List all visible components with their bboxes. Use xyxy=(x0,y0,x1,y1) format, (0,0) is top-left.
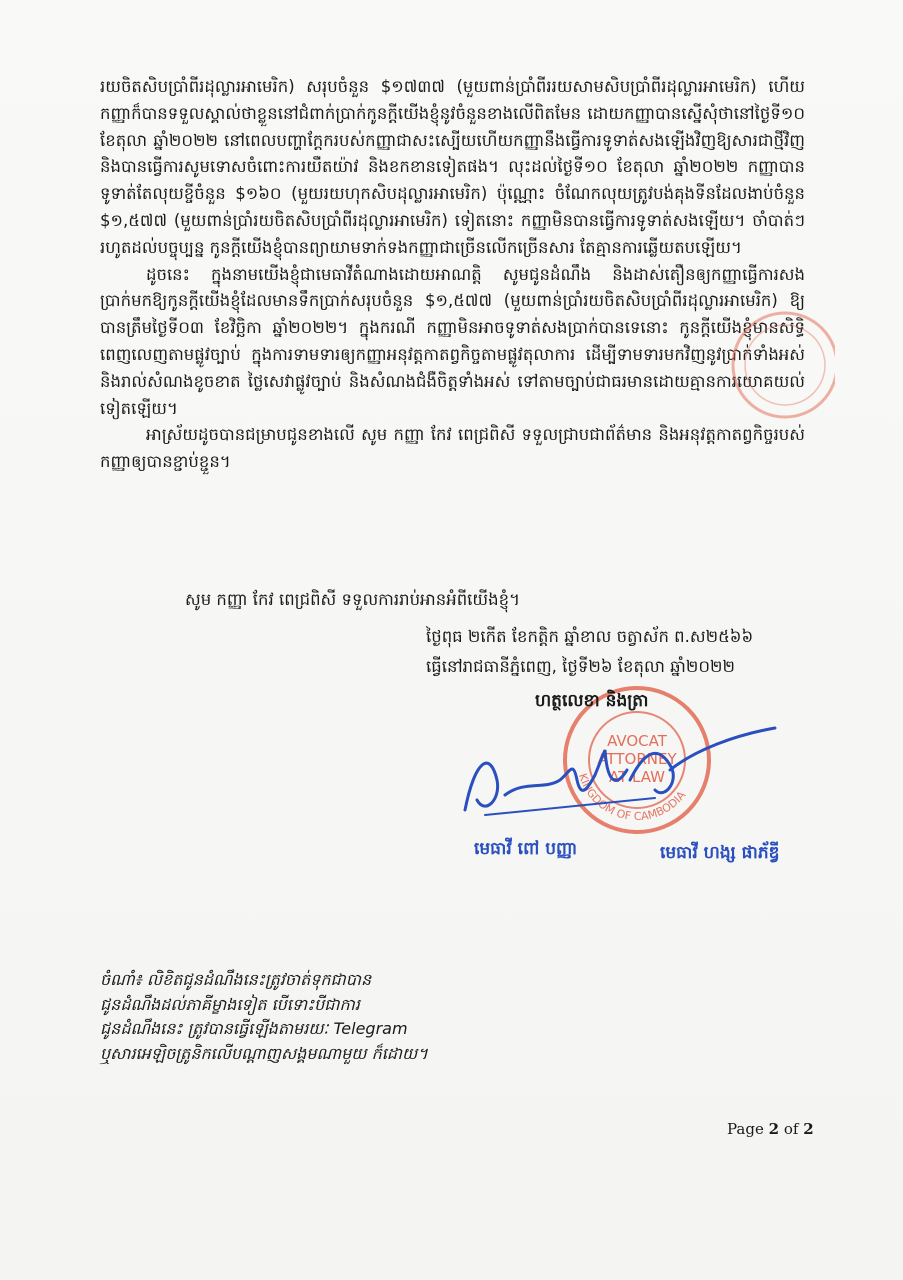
note-line-3: ជូនដំណឹងនេះ ត្រូវបានធ្វើឡើងតាមរយៈ Telegram xyxy=(100,1019,408,1038)
date-block xyxy=(426,622,753,682)
paragraph-2: ដូចនេះ ក្នុងនាមយើងខ្ញុំជាមេធាវីតំណាងដោយអាណត្តិ សូមជូនដំណឹង និងដាស់តឿនឲ្យកញ្ញាធ្វើការសងប្រាក់មកឱ្យកូនក្តីយើងខ្ញុំដែលមានទឹកប្រាក់សរុបចំនួន $១,៥៧៧ (មួយពាន់ប្រាំរយចិតសិបប្រាំពីរដុល្លារអាមេរិក) ឱ្យបានត្រឹមថ្ងៃទី០៣ ខែវិច្ឆិកា ឆ្នាំ២០២២។ ក្នុងករណី កញ្ញាមិនអាចទូទាត់សងប្រាក់បានទេនោះ កូនក្តីយើងខ្ញុំមានសិទ្ធិពេញលេញតាមផ្លូវច្បាប់ ក្នុងការទាមទារឲ្យកញ្ញាអនុវត្តកាតព្វកិច្ចតាមផ្លូវតុលាការ ដើម្បីទាមទារមកវិញនូវប្រាក់ទាំងអស់ និងរាល់សំណងខូចខាត ថ្លៃសេវាផ្លូវច្បាប់ និងសំណងជំងឺចិត្តទាំងអស់ ទៅតាមច្បាប់ជាធរមានដោយគ្មានការយោគយល់ទៀតឡើយ។ xyxy=(100,264,805,418)
page-total: 2 xyxy=(803,1120,814,1138)
stamp-line-1: AVOCAT xyxy=(607,732,667,750)
stamp-ring-text: KINGDOM OF CAMBODIA xyxy=(575,771,689,824)
letter-body xyxy=(100,74,805,476)
page-label: Page xyxy=(727,1120,764,1138)
handwritten-signature xyxy=(455,720,785,830)
stamp-line-2: ATTORNEY xyxy=(597,750,677,768)
signature-title: ហត្ថលេខា និងត្រា xyxy=(535,691,649,711)
page-current: 2 xyxy=(768,1120,780,1138)
signer-1-name: មេធាវី ពៅ បញ្ញា xyxy=(474,839,578,859)
paragraph-1: រយចិតសិបប្រាំពីរដុល្លារអាមេរិក) សរុបចំនួន $១៧៣៧ (មួយពាន់ប្រាំពីររយសាមសិបប្រាំពីរដុល្លារអាមេរិក) ហើយ កញ្ញាក៏បានទទួលស្គាល់ថាខ្លួននៅជំពាក់ប្រាក់កូនក្តីយើងខ្ញុំនូវចំនួនខាងលើពិតមែន ដោយកញ្ញាបានស្នើសុំថានៅថ្ងៃទី១០ ខែតុលា ឆ្នាំ២០២២ នៅពេលបញ្ហាក្តែករបស់កញ្ញាជាសះស្បើយហើយកញ្ញានឹងធ្វើការទូទាត់សងឡើងវិញឱ្យសារជាថ្មីវិញ និងបានធ្វើការសូមទោសចំពោះការយឺតយ៉ាវ និងខកខានទៀតផង។ លុះដល់ថ្ងៃទី១០ ខែតុលា ឆ្នាំ២០២២ កញ្ញាបានទូទាត់តែលុយខ្ចីចំនួន $១៦០ (មួយរយហុកសិបដុល្លារអាមេរិក) ប៉ុណ្ណោះ ចំណែកលុយត្រូវបង់គុងទីនដែលងាប់ចំនួន $១,៥៧៧ (មួយពាន់ប្រាំរយចិតសិបប្រាំពីរដុល្លារអាមេរិក) ទៀតនោះ កញ្ញាមិនបានធ្វើការទូទាត់សងឡើយ។ ចាំបាត់ៗរហូតដល់បច្ចុប្បន្ន កូនក្តីយើងខ្ញុំបានព្យាយាមទាក់ទងកញ្ញាជាច្រើនលើកច្រើនសារ តែគ្មានការឆ្លើយតបឡើយ។ xyxy=(100,77,805,257)
note-line-1: ចំណាំ៖ លិខិតជូនដំណឹងនេះត្រូវចាត់ទុកជាបាន xyxy=(100,970,372,989)
note-line-2: ជូនដំណឹងដល់ភាគីម្ខាងទៀត បើទោះបីជាការ xyxy=(100,994,360,1014)
date-solar: ធ្វើនៅរាជធានីភ្នំពេញ, ថ្ងៃទី២៦ ខែតុលា ឆ្នាំ២០២២ xyxy=(426,657,736,676)
note-line-4: ឬសារអេឡិចត្រូនិកលើបណ្តាញសង្គមណាមួយ ក៏ដោយ។ xyxy=(100,1043,428,1063)
page-of: of xyxy=(783,1120,799,1138)
signer-2-name: មេធាវី ហង្ស ផាភ័ឌ្វី xyxy=(660,843,780,863)
stamp-faint-margin xyxy=(715,300,835,430)
stamp-line-3: AT LAW xyxy=(608,768,666,786)
note-block xyxy=(100,968,428,1066)
closing-line: សូម កញ្ញា កែវ ពេជ្រពិសី ទទួលការរាប់អានអំពីយើងខ្ញុំ។ xyxy=(185,590,520,609)
date-lunar: ថ្ងៃពុធ ២កើត ខែកត្តិក ឆ្នាំខាល ចត្វាស័ក ព.ស២៥៦៦ xyxy=(426,627,754,646)
paragraph-3: អាស្រ័យដូចបានជម្រាបជូនខាងលើ សូម កញ្ញា កែវ ពេជ្រពិសី ទទួលជ្រាបជាព័ត៌មាន និងអនុវត្តកាតព្វកិច្ចរបស់កញ្ញាឲ្យបានខ្ជាប់ខ្ជួន។ xyxy=(100,425,805,472)
page-number xyxy=(727,1120,814,1138)
